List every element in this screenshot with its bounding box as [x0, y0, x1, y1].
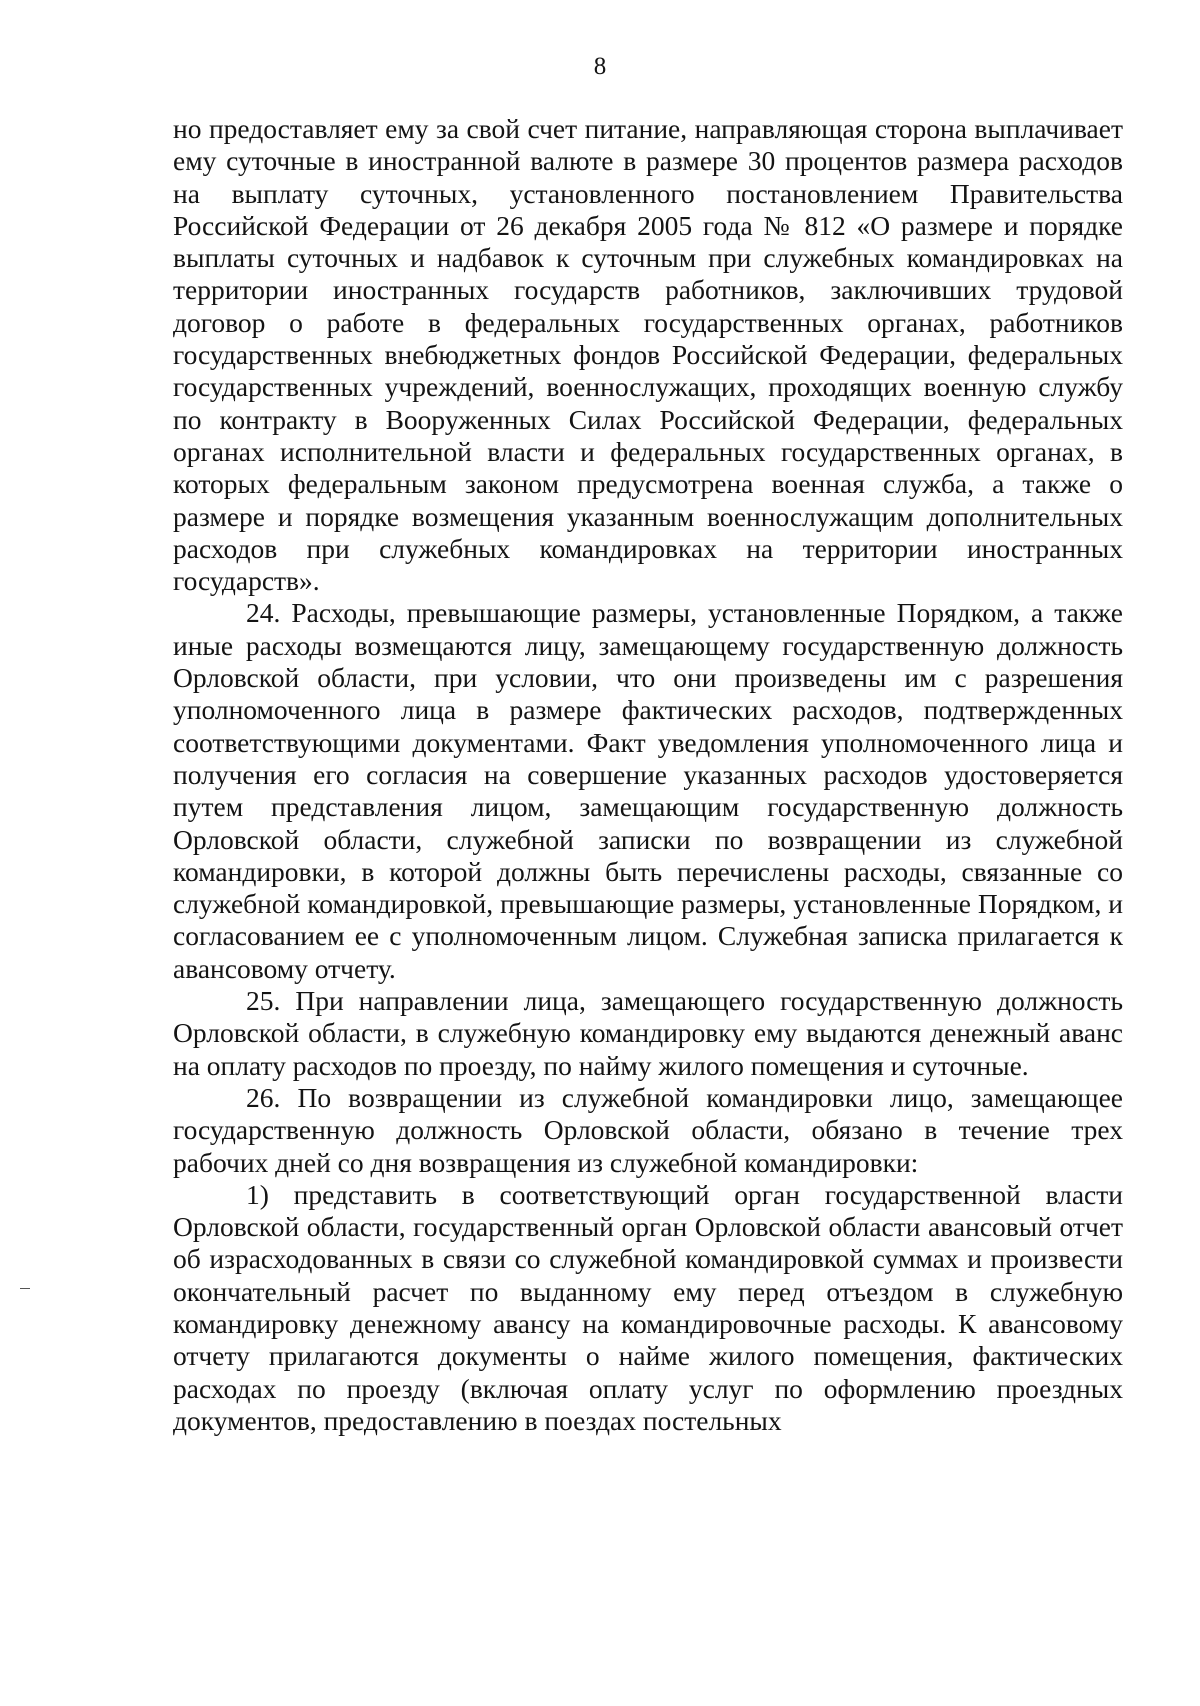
- paragraph-26-item-1: 1) представить в соответствующий орган государственной власти Орловской области, государственный орган Орловской области авансовый отчет об израсходованных в связи со служебной командировкой суммах и произвести окончательный расчет по выданному ему перед отъездом в служебную командировку денежному авансу на командировочные расходы. К авансовому отчету прилагаются документы о найме жилого помещения, фактических расходах по проезду (включая оплату услуг по оформлению проездных документов, предоставлению в поездах постельных: [173, 1178, 1123, 1436]
- paragraph-24: 24. Расходы, превышающие размеры, установленные Порядком, а также иные расходы возмещаются лицу, замещающему государственную должность Орловской области, при условии, что они произведены им с разрешения уполномоченного лица в размере фактических расходов, подтвержденных соответствующими документами. Факт уведомления уполномоченного лица и получения его согласия на совершение указанных расходов удостоверяется путем представления лицом, замещающим государственную должность Орловской области, служебной записки по возвращении из служебной командировки, в которой должны быть перечислены расходы, связанные со служебной командировкой, превышающие размеры, установленные Порядком, и согласованием ее с уполномоченным лицом. Служебная записка прилагается к авансовому отчету.: [173, 597, 1123, 984]
- paragraph-continuation: но предоставляет ему за свой счет питание, направляющая сторона выплачивает ему суточные в иностранной валюте в размере 30 процентов размера расходов на выплату суточных, установленного постановлением Правительства Российской Федерации от 26 декабря 2005 года № 812 «О размере и порядке выплаты суточных и надбавок к суточным при служебных командировках на территории иностранных государств работников, заключивших трудовой договор о работе в федеральных государственных органах, работников государственных внебюджетных фондов Российской Федерации, федеральных государственных учреждений, военнослужащих, проходящих военную службу по контракту в Вооруженных Силах Российской Федерации, федеральных органах исполнительной власти и федеральных государственных органах, в которых федеральным законом предусмотрена военная служба, а также о размере и порядке возмещения указанным военнослужащим дополнительных расходов при служебных командировках на территории иностранных государств».: [173, 113, 1123, 597]
- scan-artifact-mark: [20, 1288, 30, 1289]
- paragraph-25: 25. При направлении лица, замещающего государственную должность Орловской области, в служебную командировку ему выдаются денежный аванс на оплату расходов по проезду, по найму жилого помещения и суточные.: [173, 985, 1123, 1081]
- document-body: [173, 113, 1123, 1437]
- page-number: 8: [593, 53, 607, 80]
- paragraph-26: 26. По возвращении из служебной командировки лицо, замещающее государственную должность Орловской области, обязано в течение трех рабочих дней со дня возвращения из служебной командировки:: [173, 1081, 1123, 1178]
